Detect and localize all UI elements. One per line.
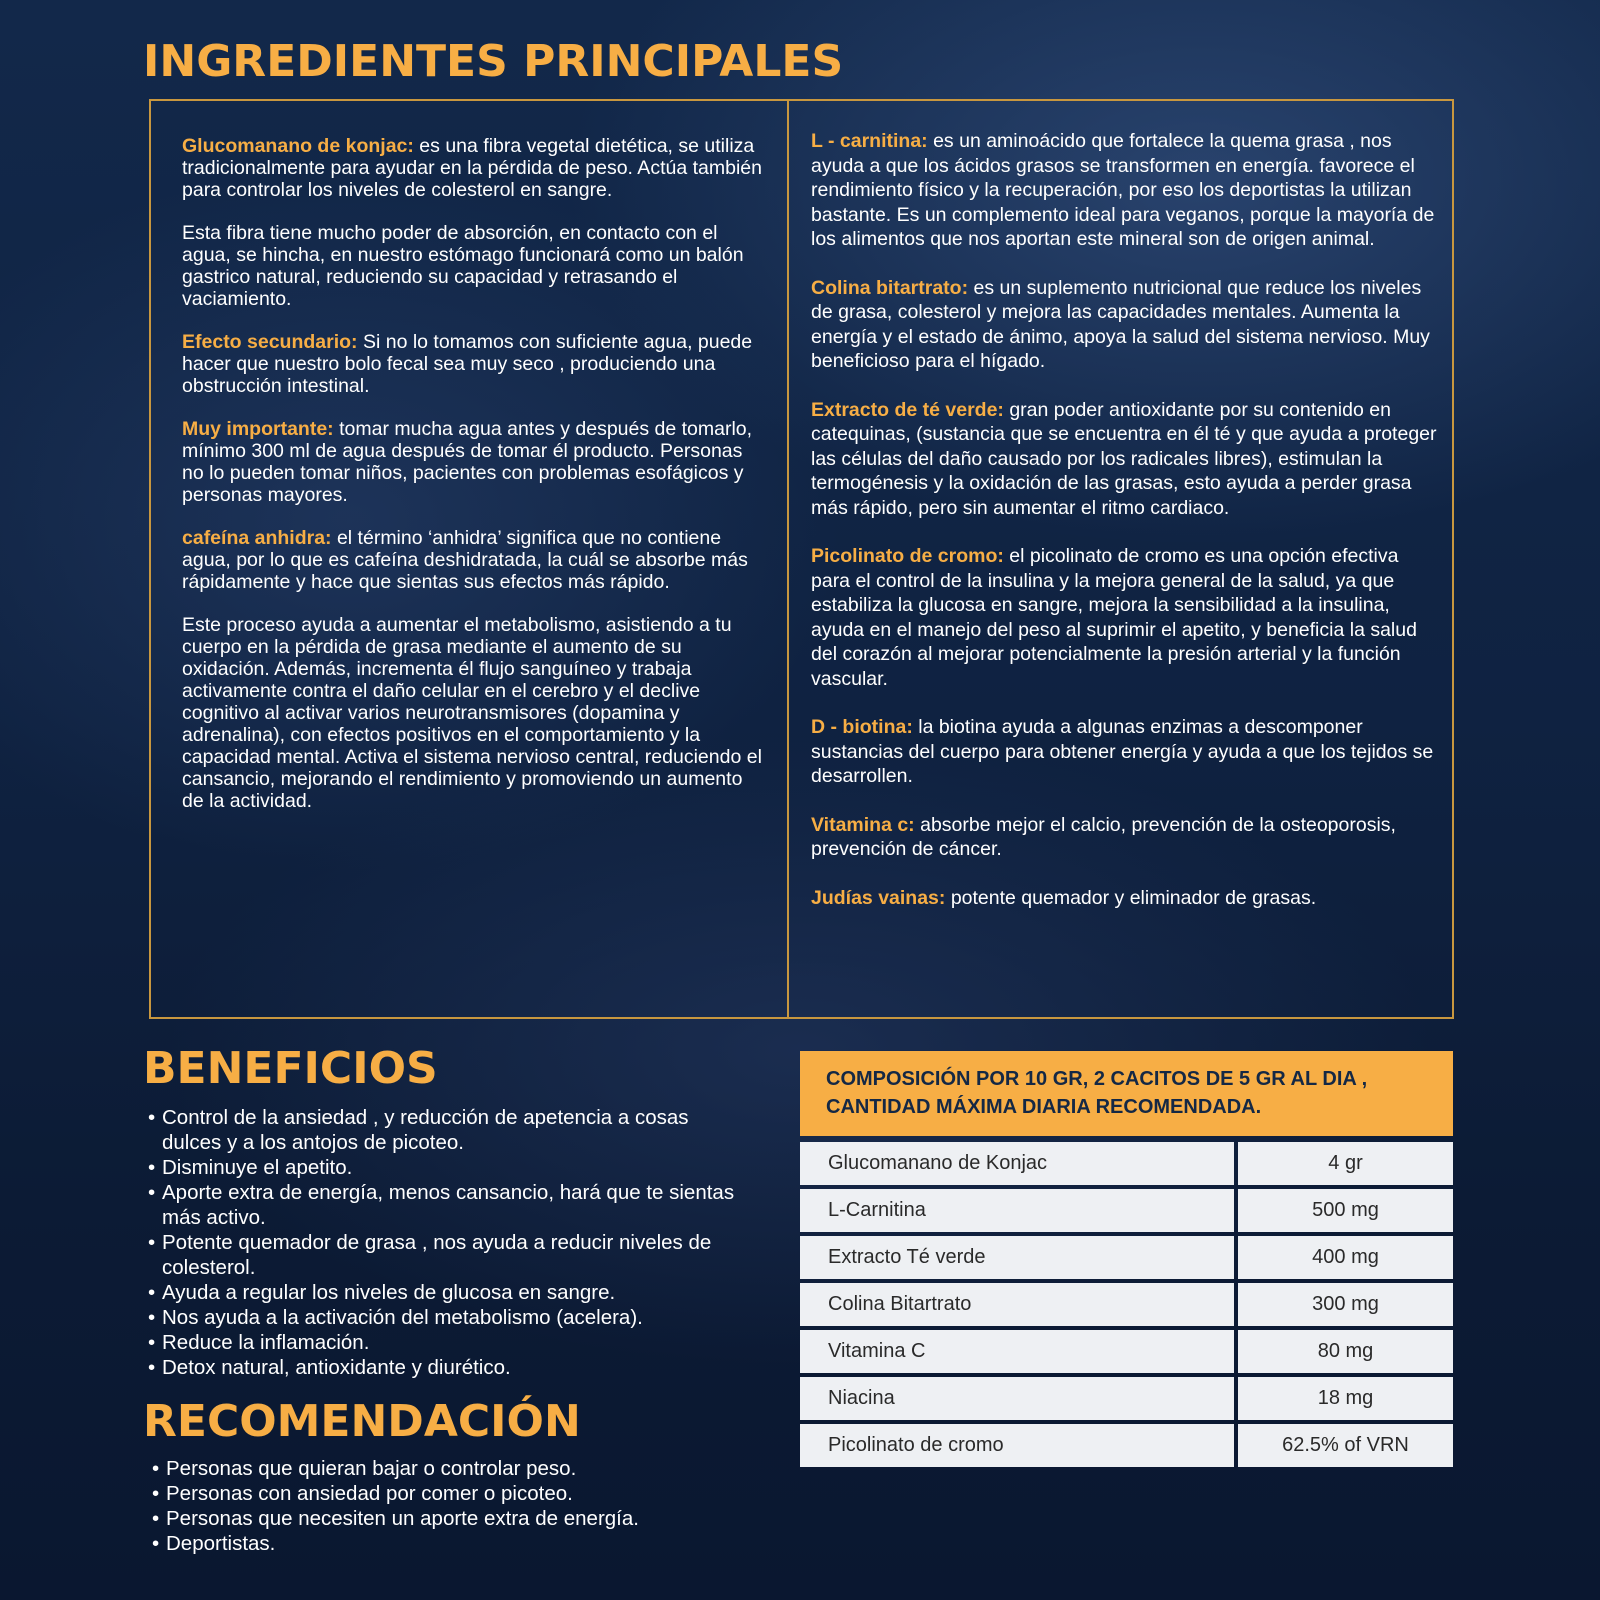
ingredient-term: D - biotina:	[811, 716, 913, 738]
ingredient-amount-cell: 62.5% of VRN	[1238, 1424, 1453, 1467]
benefit-item: • Aporte extra de energía, menos cansancio, hará que te sientas más activo.	[148, 1180, 738, 1230]
ingredient-paragraph	[182, 331, 762, 397]
ingredient-amount-cell: 300 mg	[1238, 1283, 1453, 1326]
recommendation-item: • Deportistas.	[152, 1531, 772, 1556]
ingredient-amount-cell: 80 mg	[1238, 1330, 1453, 1373]
composition-table	[800, 1051, 1453, 1467]
table-row	[800, 1330, 1453, 1373]
ingredient-text: Este proceso ayuda a aumentar el metabolismo, asistiendo a tu cuerpo en la pérdida de grasa mediante el aumento de su oxidación. Además, incrementa él flujo sanguíneo y trabaja activamente contra el daño celular en el cerebro y el declive cognitivo al activar varios neurotransmisores (dopamina y adrenalina), con efectos positivos en el comportamiento y la capacidad mental. Activa el sistema nervioso central, reduciendo el cansancio, mejorando el rendimiento y promoviendo un aumento de la actividad.	[182, 614, 762, 812]
ingredient-text: gran poder antioxidante por su contenido en catequinas, (sustancia que se encuentra en él té y que ayuda a proteger las células del daño causado por los radicales libres), estimulan la termogénesis y la oxidación de las grasas, esto ayuda a perder grasa más rápido, pero sin aumentar el ritmo cardiaco.	[811, 398, 1437, 519]
table-row	[800, 1189, 1453, 1232]
ingredient-term: Judías vainas:	[811, 886, 946, 909]
ingredient-text: es una fibra vegetal dietética, se utiliza tradicionalmente para ayudar en la pérdida de peso. Actúa también para controlar los niveles de colesterol en sangre.	[182, 135, 762, 201]
ingredient-paragraph	[182, 418, 762, 506]
recommendation-title: RECOMENDACIÓN	[143, 1396, 581, 1447]
benefit-item: • Detox natural, antioxidante y diurético.	[148, 1355, 738, 1380]
table-row	[800, 1142, 1453, 1185]
benefit-item: • Ayuda a regular los niveles de glucosa en sangre.	[148, 1280, 738, 1305]
ingredient-name-cell: Niacina	[800, 1377, 1234, 1420]
ingredient-term: Glucomanano de konjac:	[182, 135, 414, 157]
ingredient-term: Efecto secundario:	[182, 331, 358, 353]
ingredient-text: Si no lo tomamos con suficiente agua, puede hacer que nuestro bolo fecal sea muy seco , produciendo una obstrucción intestinal.	[182, 331, 753, 397]
ingredient-paragraph	[182, 135, 762, 201]
ingredient-name-cell: Extracto Té verde	[800, 1236, 1234, 1279]
ingredient-name-cell: Vitamina C	[800, 1330, 1234, 1373]
ingredient-term: Extracto de té verde:	[811, 398, 1004, 421]
ingredient-term: Muy importante:	[182, 418, 334, 440]
ingredient-paragraph	[811, 129, 1441, 252]
ingredient-paragraph	[811, 544, 1441, 691]
ingredient-amount-cell: 18 mg	[1238, 1377, 1453, 1420]
recommendation-list	[152, 1456, 772, 1556]
panel-divider	[787, 101, 789, 1017]
recommendation-item: • Personas que quieran bajar o controlar peso.	[152, 1456, 772, 1481]
ingredient-amount-cell: 400 mg	[1238, 1236, 1453, 1279]
ingredient-amount-cell: 4 gr	[1238, 1142, 1453, 1185]
table-row	[800, 1236, 1453, 1279]
ingredient-term: Colina bitartrato:	[811, 276, 969, 299]
ingredient-name-cell: Glucomanano de Konjac	[800, 1142, 1234, 1185]
ingredient-text: absorbe mejor el calcio, prevención de la osteoporosis, prevención de cáncer.	[811, 813, 1396, 860]
benefit-item: • Control de la ansiedad , y reducción de apetencia a cosas dulces y a los antojos de picoteo.	[148, 1105, 738, 1155]
ingredient-text: el término ‘anhidra’ significa que no contiene agua, por lo que es cafeína deshidratada, la cuál se absorbe más rápidamente y hace que sientas sus efectos más rápido.	[182, 527, 748, 593]
ingredient-paragraph	[811, 813, 1441, 862]
benefit-item: • Disminuye el apetito.	[148, 1155, 738, 1180]
recommendation-item: • Personas con ansiedad por comer o picoteo.	[152, 1481, 772, 1506]
ingredient-term: Vitamina c:	[811, 813, 915, 836]
benefits-title: BENEFICIOS	[143, 1043, 438, 1094]
ingredient-paragraph	[182, 527, 762, 593]
ingredient-name-cell: Picolinato de cromo	[800, 1424, 1234, 1467]
table-row	[800, 1424, 1453, 1467]
ingredient-name-cell: Colina Bitartrato	[800, 1283, 1234, 1326]
ingredient-term: Picolinato de cromo:	[811, 545, 1004, 567]
ingredients-right-column	[811, 129, 1441, 934]
ingredient-amount-cell: 500 mg	[1238, 1189, 1453, 1232]
table-row	[800, 1377, 1453, 1420]
benefit-item: • Potente quemador de grasa , nos ayuda a reducir niveles de colesterol.	[148, 1230, 738, 1280]
ingredient-text: es un suplemento nutricional que reduce los niveles de grasa, colesterol y mejora las capacidades mentales. Aumenta la energía y el estado de ánimo, apoya la salud del sistema nervioso. Muy beneficioso para el hígado.	[811, 276, 1430, 372]
ingredient-paragraph	[811, 886, 1441, 911]
ingredient-text: Esta fibra tiene mucho poder de absorción, en contacto con el agua, se hincha, en nuestro estómago funcionará como un balón gastrico natural, reduciendo su capacidad y retrasando el vaciamiento.	[182, 222, 744, 310]
table-row	[800, 1283, 1453, 1326]
composition-header: COMPOSICIÓN POR 10 GR, 2 CACITOS DE 5 GR AL DIA , CANTIDAD MÁXIMA DIARIA RECOMENDADA.	[800, 1051, 1453, 1136]
ingredient-term: L - carnitina:	[811, 130, 928, 152]
ingredient-paragraph	[182, 222, 762, 310]
ingredient-name-cell: L-Carnitina	[800, 1189, 1234, 1232]
ingredients-left-column	[182, 135, 762, 833]
ingredient-text: es un aminoácido que fortalece la quema grasa , nos ayuda a que los ácidos grasos se transformen en energía. favorece el rendimiento físico y la recuperación, por eso los deportistas la utilizan bastante. Es un complemento ideal para veganos, porque la mayoría de los alimentos que nos aportan este mineral son de origen animal.	[811, 130, 1435, 250]
benefit-item: • Reduce la inflamación.	[148, 1330, 738, 1355]
ingredient-text: tomar mucha agua antes y después de tomarlo, mínimo 300 ml de agua después de tomar él producto. Personas no lo pueden tomar niños, pacientes con problemas esofágicos y personas mayores.	[182, 418, 753, 506]
ingredients-title: INGREDIENTES PRINCIPALES	[143, 36, 844, 87]
ingredient-paragraph	[811, 715, 1441, 789]
ingredient-paragraph	[811, 276, 1441, 374]
benefits-list	[148, 1105, 738, 1380]
ingredient-text: la biotina ayuda a algunas enzimas a descomponer sustancias del cuerpo para obtener energía y ayuda a que los tejidos se desarrollen.	[811, 716, 1434, 787]
benefit-item: • Nos ayuda a la activación del metabolismo (acelera).	[148, 1305, 738, 1330]
ingredients-panel	[149, 99, 1454, 1019]
ingredient-text: el picolinato de cromo es una opción efectiva para el control de la insulina y la mejora general de la salud, ya que estabiliza la glucosa en sangre, mejora la sensibilidad a la insulina, ayuda en el manejo del peso al suprimir el apetito, y beneficia la salud del corazón al mejorar potencialmente la presión arterial y la función vascular.	[811, 545, 1417, 690]
ingredient-text: potente quemador y eliminador de grasas.	[945, 886, 1317, 909]
ingredient-paragraph	[811, 398, 1441, 521]
recommendation-item: • Personas que necesiten un aporte extra de energía.	[152, 1506, 772, 1531]
ingredient-term: cafeína anhidra:	[182, 527, 332, 549]
ingredient-paragraph	[182, 614, 762, 812]
